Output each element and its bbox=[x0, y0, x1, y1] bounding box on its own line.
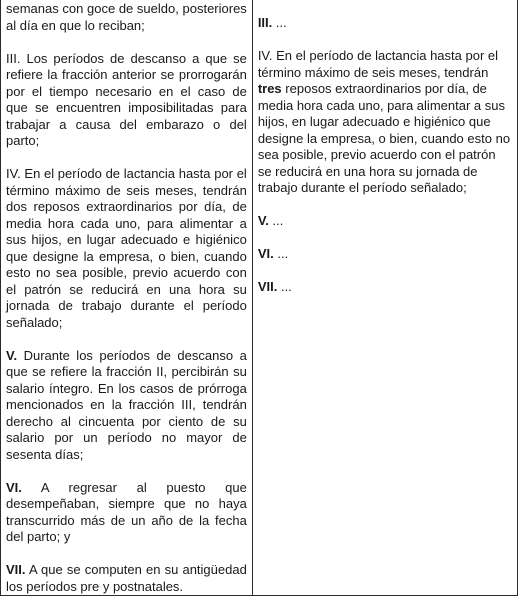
paragraph-text: A que se computen en su antigüedad los períodos pre y postnatales. bbox=[6, 562, 247, 594]
paragraph-ii-continuation bbox=[6, 1, 247, 34]
paragraph-text: Los períodos de descanso a que se refiere la fracción anterior se prorrogarán por el tiempo necesario en el caso de que se encuentren imposibilitadas para trabajar a causa del embarazo o del parto; bbox=[6, 50, 247, 148]
fraction-numeral: III. bbox=[6, 50, 21, 66]
highlighted-word: tres bbox=[257, 81, 282, 96]
paragraph-text: reposos extraordinarios por día, de media hora cada uno, para alimentar a sus hijos, en lugar adecuado e higiénico que designe la empresa, o bien, cuando esto no sea posible, previo acuerdo con el patrón se reducirá en una hora su jornada de trabajo durante el período señalado; bbox=[257, 81, 511, 195]
paragraph-vii bbox=[258, 279, 512, 296]
paragraph-text: ... bbox=[275, 15, 287, 30]
fraction-numeral: IV. bbox=[257, 48, 273, 63]
fraction-numeral: V. bbox=[6, 347, 18, 363]
paragraph-text: A regresar al puesto que desempeñaban, siempre que no haya transcurrido más de un año de la fecha del parto; y bbox=[6, 479, 247, 544]
fraction-numeral: VI. bbox=[257, 246, 274, 261]
fraction-numeral: VII. bbox=[6, 562, 26, 577]
paragraph-text: En el período de lactancia hasta por el término máximo de seis meses, tendrán dos reposos extraordinarios por día, de media hora cada uno, para alimentar a sus hijos, en lugar adecuado e higiénico que designe la empresa, o bien, cuando esto no sea posible, previo acuerdo con el patrón se reducirá en una hora su jornada de trabajo durante el período señalado; bbox=[6, 166, 247, 330]
paragraph-v bbox=[258, 213, 512, 230]
paragraph-text: ... bbox=[272, 213, 284, 228]
paragraph-text: ... bbox=[277, 246, 289, 261]
fraction-numeral: VI. bbox=[6, 479, 22, 495]
fraction-numeral: VII. bbox=[257, 279, 278, 294]
paragraph-text: ... bbox=[280, 279, 292, 294]
paragraph-vii bbox=[6, 562, 247, 595]
paragraph-iii bbox=[6, 51, 247, 150]
proposed-text-column bbox=[252, 0, 517, 596]
paragraph-text: En el período de lactancia hasta por el término máximo de seis meses, tendrán bbox=[257, 48, 499, 80]
paragraph-iii bbox=[258, 15, 512, 32]
paragraph-v bbox=[6, 348, 247, 464]
paragraph-iv bbox=[258, 48, 512, 197]
paragraph-text: semanas con goce de sueldo, posteriores al día en que lo reciban; bbox=[6, 1, 247, 33]
table-row bbox=[1, 0, 518, 596]
fraction-numeral: III. bbox=[257, 15, 273, 30]
fraction-numeral: IV. bbox=[6, 166, 21, 181]
paragraph-iv bbox=[6, 166, 247, 331]
current-text-column bbox=[1, 0, 253, 596]
paragraph-vi bbox=[258, 246, 512, 263]
paragraph-vi bbox=[6, 480, 247, 546]
paragraph-text: Durante los períodos de descanso a que se refiere la fracción II, percibirán su salario íntegro. En los casos de prórroga mencionados en la fracción III, tendrán derecho al cincuenta por ciento de su salario por un período no mayor de sesenta días; bbox=[6, 347, 247, 462]
fraction-numeral: V. bbox=[257, 213, 269, 228]
